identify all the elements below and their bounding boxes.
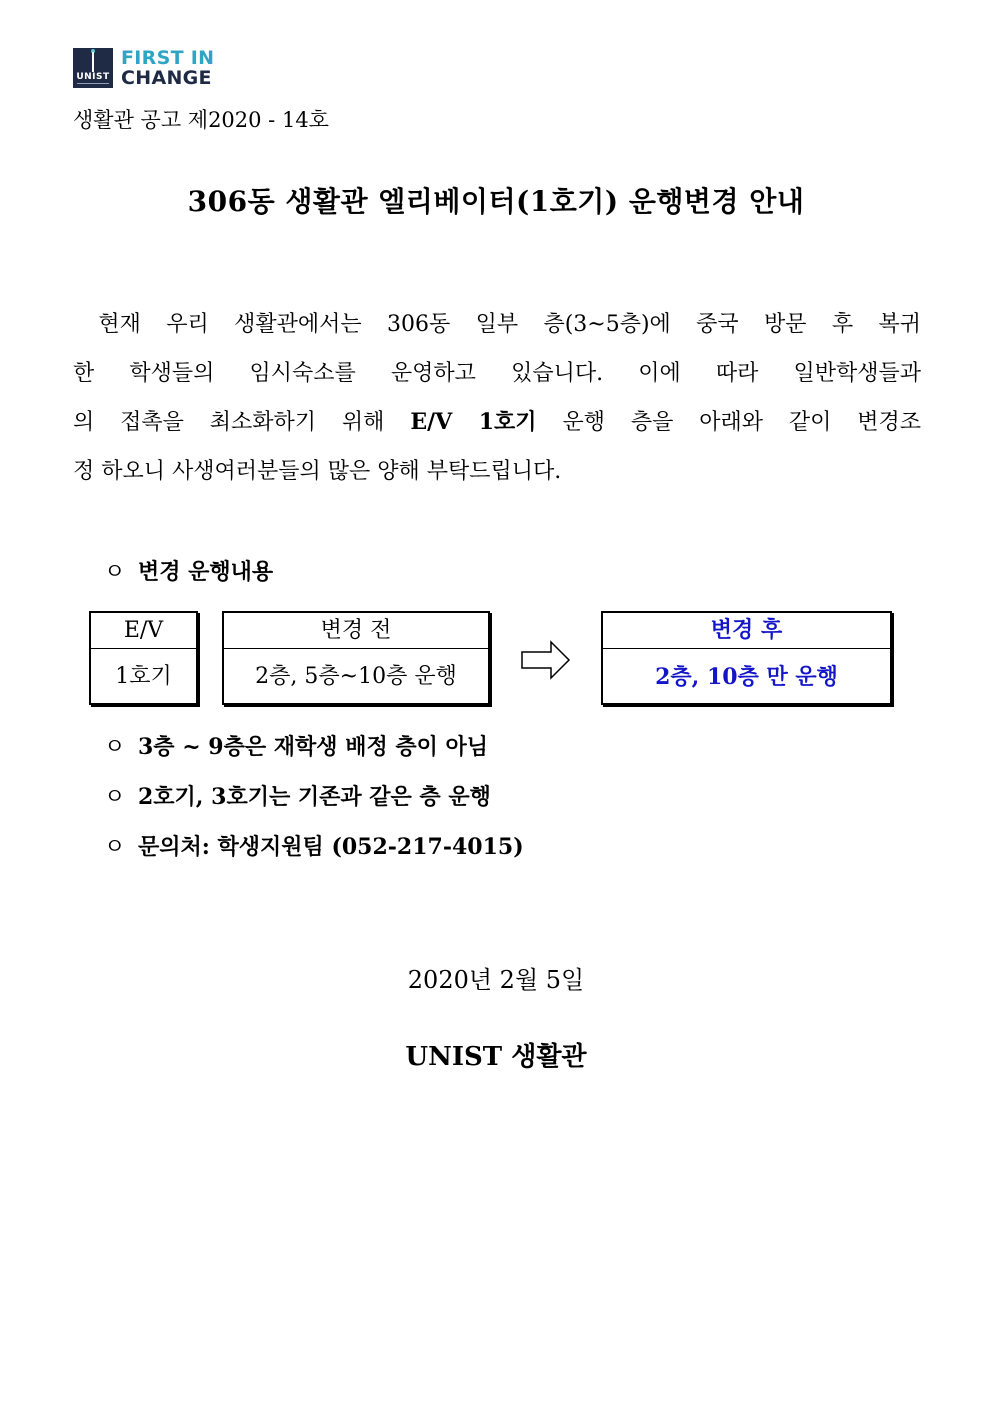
logo-slogan-line2: CHANGE — [121, 67, 212, 89]
arrow-right-icon — [521, 640, 571, 680]
paragraph-line-1: 현재 우리 생활관에서는 306동 일부 층(3~5층)에 중국 방문 후 복귀 — [98, 312, 922, 337]
ev-value: 1호기 — [115, 664, 172, 689]
paragraph-line-2: 한 학생들의 임시숙소를 운영하고 있습니다. 이에 따라 일반학생들과 — [73, 361, 921, 386]
before-value: 2층, 5층~10층 운행 — [255, 664, 457, 689]
bullet-item: ㅇ 3층 ~ 9층은 재학생 배정 층이 아님 — [104, 734, 489, 760]
contact-bullet: ㅇ 문의처: 학생지원팀 (052-217-4015) — [104, 834, 524, 860]
paragraph-line-3: 의 접촉을 최소화하기 위해 E/V 1호기 운행 층을 아래와 같이 변경조 — [73, 409, 921, 435]
notice-date: 2020년 2월 5일 — [407, 966, 585, 994]
notice-paragraph — [73, 300, 921, 496]
before-table — [222, 611, 490, 705]
before-header: 변경 전 — [224, 613, 488, 649]
ev-header: E/V — [91, 613, 196, 649]
section-heading: ㅇ 변경 운행내용 — [104, 555, 273, 586]
unist-logo-mark — [73, 48, 113, 88]
page-title: 306동 생활관 엘리베이터(1호기) 운행변경 안내 — [187, 185, 805, 218]
logo-slogan-line1: FIRST IN — [121, 47, 215, 69]
ev-highlight: E/V 1호기 — [410, 409, 537, 435]
after-table — [601, 611, 892, 705]
bullet-item: ㅇ 2호기, 3호기는 기존과 같은 층 운행 — [104, 784, 491, 810]
after-header: 변경 후 — [603, 613, 890, 649]
logo-mark-text: UNIST — [76, 72, 110, 82]
ev-table — [89, 611, 198, 705]
issuer-signature: UNIST 생활관 — [405, 1042, 587, 1072]
after-value: 2층, 10층 만 운행 — [655, 664, 838, 690]
bullet-mark: ㅇ — [104, 560, 126, 585]
paragraph-line-4: 정 하오니 사생여러분들의 많은 양해 부탁드립니다. — [73, 459, 562, 484]
notice-number: 생활관 공고 제2020 - 14호 — [73, 108, 329, 132]
